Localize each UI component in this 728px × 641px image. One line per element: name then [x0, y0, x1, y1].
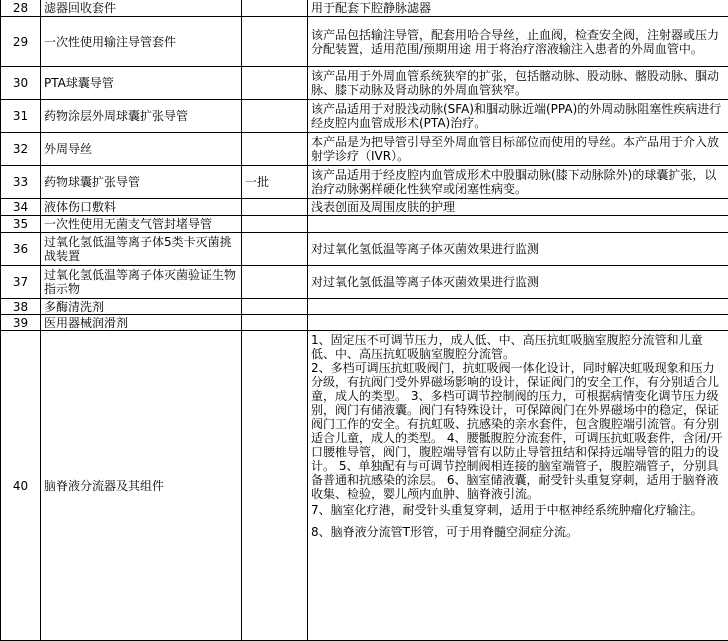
spec-cell [242, 299, 308, 315]
product-name: 滤器回收套件 [41, 0, 242, 17]
product-name: 一次性使用无菌支气管封堵导管 [41, 216, 242, 233]
description-cell [308, 299, 728, 315]
spec-cell [242, 17, 308, 67]
row-number: 34 [1, 199, 41, 216]
description-cell: 该产品适用于经皮腔内血管成形术中股腘动脉(膝下动脉除外)的球囊扩张，以治疗动脉粥样硬化性狭窄或闭塞性病变。 [308, 166, 728, 199]
spec-cell [242, 133, 308, 166]
product-name: 过氧化氢低温等离子体灭菌验证生物指示物 [41, 266, 242, 299]
table-row [1, 216, 728, 233]
spec-cell [242, 216, 308, 233]
product-name: 药物涂层外周球囊扩张导管 [41, 100, 242, 133]
table-row [1, 133, 728, 166]
description-cell: 本产品是为把导管引导至外周血管目标部位而使用的导丝。本产品用于介入放射学诊疗（IVR）。 [308, 133, 728, 166]
row-number: 39 [1, 315, 41, 331]
description-cell: 浅表创面及周围皮肤的护理 [308, 199, 728, 216]
table-row [1, 299, 728, 315]
description-cell: 该产品包括输注导管，配套用哈合导丝，止血阀，检查安全阀，注射器或压力分配装置，适用范围/预期用途 用于将治疗溶液输注入患者的外周血管中。 [308, 17, 728, 67]
row-number: 32 [1, 133, 41, 166]
spec-cell [242, 0, 308, 17]
description-cell [308, 331, 728, 641]
description-paragraph: 1、固定压不可调节压力，成人低、中、高压抗虹吸脑室腹腔分流管和儿童低、中、高压抗虹吸脑室腹腔分流管。 [311, 333, 725, 361]
row-number: 31 [1, 100, 41, 133]
table-row [1, 331, 728, 641]
description-cell: 该产品适用于对股浅动脉(SFA)和腘动脉近端(PPA)的外周动脉阻塞性疾病进行经皮腔内血管成形术(PTA)治疗。 [308, 100, 728, 133]
table-row [1, 0, 728, 17]
row-number: 40 [1, 331, 41, 641]
spec-cell [242, 315, 308, 331]
row-number: 28 [1, 0, 41, 17]
table-row [1, 166, 728, 199]
row-number: 36 [1, 233, 41, 266]
spec-cell [242, 199, 308, 216]
row-number: 30 [1, 67, 41, 100]
description-paragraph: 2、多档可调压抗虹吸阀门，抗虹吸阀一体化设计，同时解决虹吸现象和压力分级，有抗阀门受外界磁场影响的设计，保证阀门的安全工作，有分别适合儿童，成人的类型。 3、多档可调节控制阀的压力，可根据病情变化调节压力级别，阀门有储液囊。阀门有特殊设计，可保障阀门在外界磁场中的稳定，保证阀门工作的安全。有抗虹吸、抗感染的亲水套件，包含腹腔端引流管。有分别适合儿童，成人的类型。 4、腰骶腹腔分流套件，可调压抗虹吸套件，含闭/开口腰椎导管，阀门，腹腔端导管有以防止导管扭结和保持远端导管的阻力的设计。 5、单独配有与可调节控制阀相连接的脑室端管子，腹腔端管子，分别具备普通和抗感染的涂层。 6、脑室储液囊，耐受针头重复穿刺，适用于脑脊液收集、检验，婴儿颅内血肿、脑脊液引流。 [311, 361, 725, 501]
row-number: 29 [1, 17, 41, 67]
spec-cell [242, 233, 308, 266]
description-cell [308, 315, 728, 331]
table-row [1, 266, 728, 299]
product-name: 液体伤口敷料 [41, 199, 242, 216]
description-cell: 对过氧化氢低温等离子体灭菌效果进行监测 [308, 233, 728, 266]
row-number: 38 [1, 299, 41, 315]
product-name: 多酶清洗剂 [41, 299, 242, 315]
product-name: 医用器械润滑剂 [41, 315, 242, 331]
description-paragraph: 7、脑室化疗港，耐受针头重复穿刺，适用于中枢神经系统肿瘤化疗输注。 [311, 503, 725, 517]
row-number: 37 [1, 266, 41, 299]
table-row [1, 233, 728, 266]
table-row [1, 67, 728, 100]
table-row [1, 315, 728, 331]
description-paragraph: 8、脑脊液分流管T形管，可于用脊髓空洞症分流。 [311, 525, 725, 539]
spec-cell: 一批 [242, 166, 308, 199]
product-name: PTA球囊导管 [41, 67, 242, 100]
description-cell [308, 216, 728, 233]
spec-cell [242, 67, 308, 100]
description-cell: 对过氧化氢低温等离子体灭菌效果进行监测 [308, 266, 728, 299]
product-name: 药物球囊扩张导管 [41, 166, 242, 199]
product-name: 过氧化氢低温等离子体5类卡灭菌挑战装置 [41, 233, 242, 266]
description-cell: 用于配套下腔静脉滤器 [308, 0, 728, 17]
row-number: 35 [1, 216, 41, 233]
product-name: 脑脊液分流器及其组件 [41, 331, 242, 641]
description-cell: 该产品用于外周血管系统狭窄的扩张，包括髂动脉、股动脉、髂股动脉、腘动脉、膝下动脉及肾动脉的外周血管狭窄。 [308, 67, 728, 100]
product-name: 外周导丝 [41, 133, 242, 166]
table-row [1, 100, 728, 133]
row-number: 33 [1, 166, 41, 199]
table-row [1, 199, 728, 216]
spec-cell [242, 266, 308, 299]
table-row [1, 17, 728, 67]
spec-cell [242, 331, 308, 641]
spec-cell [242, 100, 308, 133]
product-name: 一次性使用输注导管套件 [41, 17, 242, 67]
